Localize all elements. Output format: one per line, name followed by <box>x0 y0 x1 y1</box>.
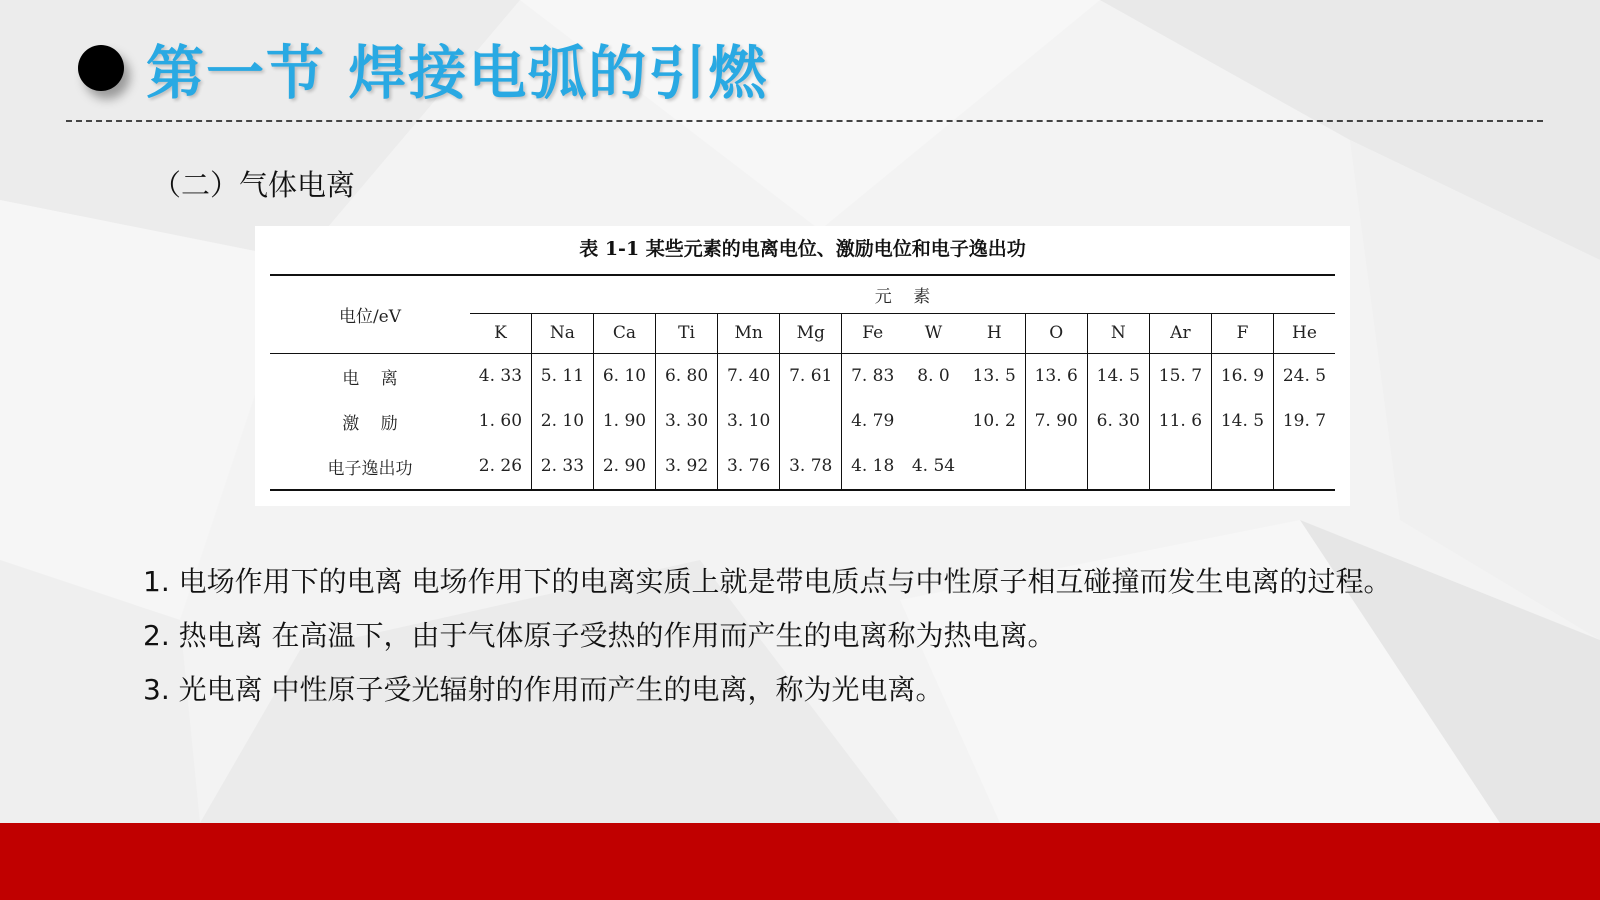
table-cell: 4. 33 <box>478 366 523 386</box>
table-cell: 2. 26 <box>478 456 523 476</box>
table-cell <box>780 399 842 444</box>
table-row <box>270 399 1335 444</box>
row-label: 电 离 <box>342 368 398 389</box>
table-cell: 3. 78 <box>780 444 842 490</box>
table-cell: 7. 90 <box>1025 399 1087 444</box>
table-cell: 6. 30 <box>1087 399 1149 444</box>
table-caption: 表 1-1 某些元素的电离电位、激励电位和电子逸出功 <box>579 238 1026 260</box>
point-item: 3. 光电离 中性原子受光辐射的作用而产生的电离，称为光电离。 <box>143 673 944 706</box>
table-cell <box>1149 444 1211 490</box>
title-row <box>78 28 768 108</box>
element-header: K <box>494 323 507 343</box>
element-header: Ti <box>656 313 718 353</box>
element-header: Ca <box>593 313 655 353</box>
table-cell: 4. 54 <box>911 456 956 476</box>
row-label: 激 励 <box>342 413 398 434</box>
table-cell: 15. 7 <box>1149 353 1211 399</box>
table-cell: 16. 9 <box>1211 353 1273 399</box>
points-list <box>143 555 1392 717</box>
title-divider <box>66 120 1543 122</box>
element-header: N <box>1087 313 1149 353</box>
table-cell: 4. 18 <box>842 444 903 490</box>
table-cell: 7. 83 <box>842 353 903 399</box>
table-cell <box>903 399 964 444</box>
element-header: Na <box>531 313 593 353</box>
table-cell <box>1274 444 1336 490</box>
row-label: 电子逸出功 <box>327 458 413 479</box>
table-cell: 13. 6 <box>1025 353 1087 399</box>
table-cell: 2. 33 <box>531 444 593 490</box>
element-header: O <box>1025 313 1087 353</box>
table-cell: 6. 10 <box>593 353 655 399</box>
table-cell: 3. 30 <box>656 399 718 444</box>
element-header: Mg <box>780 313 842 353</box>
element-header: Mn <box>718 313 780 353</box>
bottom-bar <box>0 823 1600 900</box>
table-cell: 19. 7 <box>1274 399 1336 444</box>
table-panel <box>255 226 1350 506</box>
table-cell: 14. 5 <box>1087 353 1149 399</box>
table-cell: 3. 92 <box>656 444 718 490</box>
element-header: W <box>924 323 943 343</box>
ionization-table <box>270 274 1335 491</box>
element-header: Fe <box>842 313 903 353</box>
element-header: F <box>1211 313 1273 353</box>
table-cell: 7. 61 <box>780 353 842 399</box>
table-cell: 1. 60 <box>478 411 523 431</box>
element-header: He <box>1274 313 1336 353</box>
table-cell: 5. 11 <box>531 353 593 399</box>
table-row <box>270 353 1335 399</box>
element-header: Ar <box>1149 313 1211 353</box>
table-cell: 1. 90 <box>593 399 655 444</box>
table-cell <box>964 444 1025 490</box>
table-cell: 2. 10 <box>531 399 593 444</box>
row-header: 电位/eV <box>270 275 470 353</box>
table-cell: 6. 80 <box>656 353 718 399</box>
table-cell: 4. 79 <box>842 399 903 444</box>
subheading: （二）气体电离 <box>152 168 356 202</box>
table-cell: 11. 6 <box>1149 399 1211 444</box>
table-cell: 10. 2 <box>972 411 1016 431</box>
point-item: 2. 热电离 在高温下，由于气体原子受热的作用而产生的电离称为热电离。 <box>143 619 1056 652</box>
table-row <box>270 444 1335 490</box>
group-header: 元 素 <box>874 286 931 307</box>
table-cell: 2. 90 <box>593 444 655 490</box>
element-header: H <box>986 323 1002 343</box>
title-bullet-icon <box>78 45 124 91</box>
table-cell <box>1087 444 1149 490</box>
table-cell <box>1025 444 1087 490</box>
table-cell: 7. 40 <box>718 353 780 399</box>
table-cell: 13. 5 <box>972 366 1016 386</box>
table-cell: 14. 5 <box>1211 399 1273 444</box>
point-item: 1. 电场作用下的电离 电场作用下的电离实质上就是带电质点与中性原子相互碰撞而发生电离的过程。 <box>143 565 1392 598</box>
slide-title: 第一节 焊接电弧的引燃 <box>146 39 769 107</box>
table-cell: 3. 76 <box>718 444 780 490</box>
table-cell: 8. 0 <box>917 366 950 386</box>
table-cell <box>1211 444 1273 490</box>
table-cell: 3. 10 <box>718 399 780 444</box>
table-cell: 24. 5 <box>1274 353 1336 399</box>
